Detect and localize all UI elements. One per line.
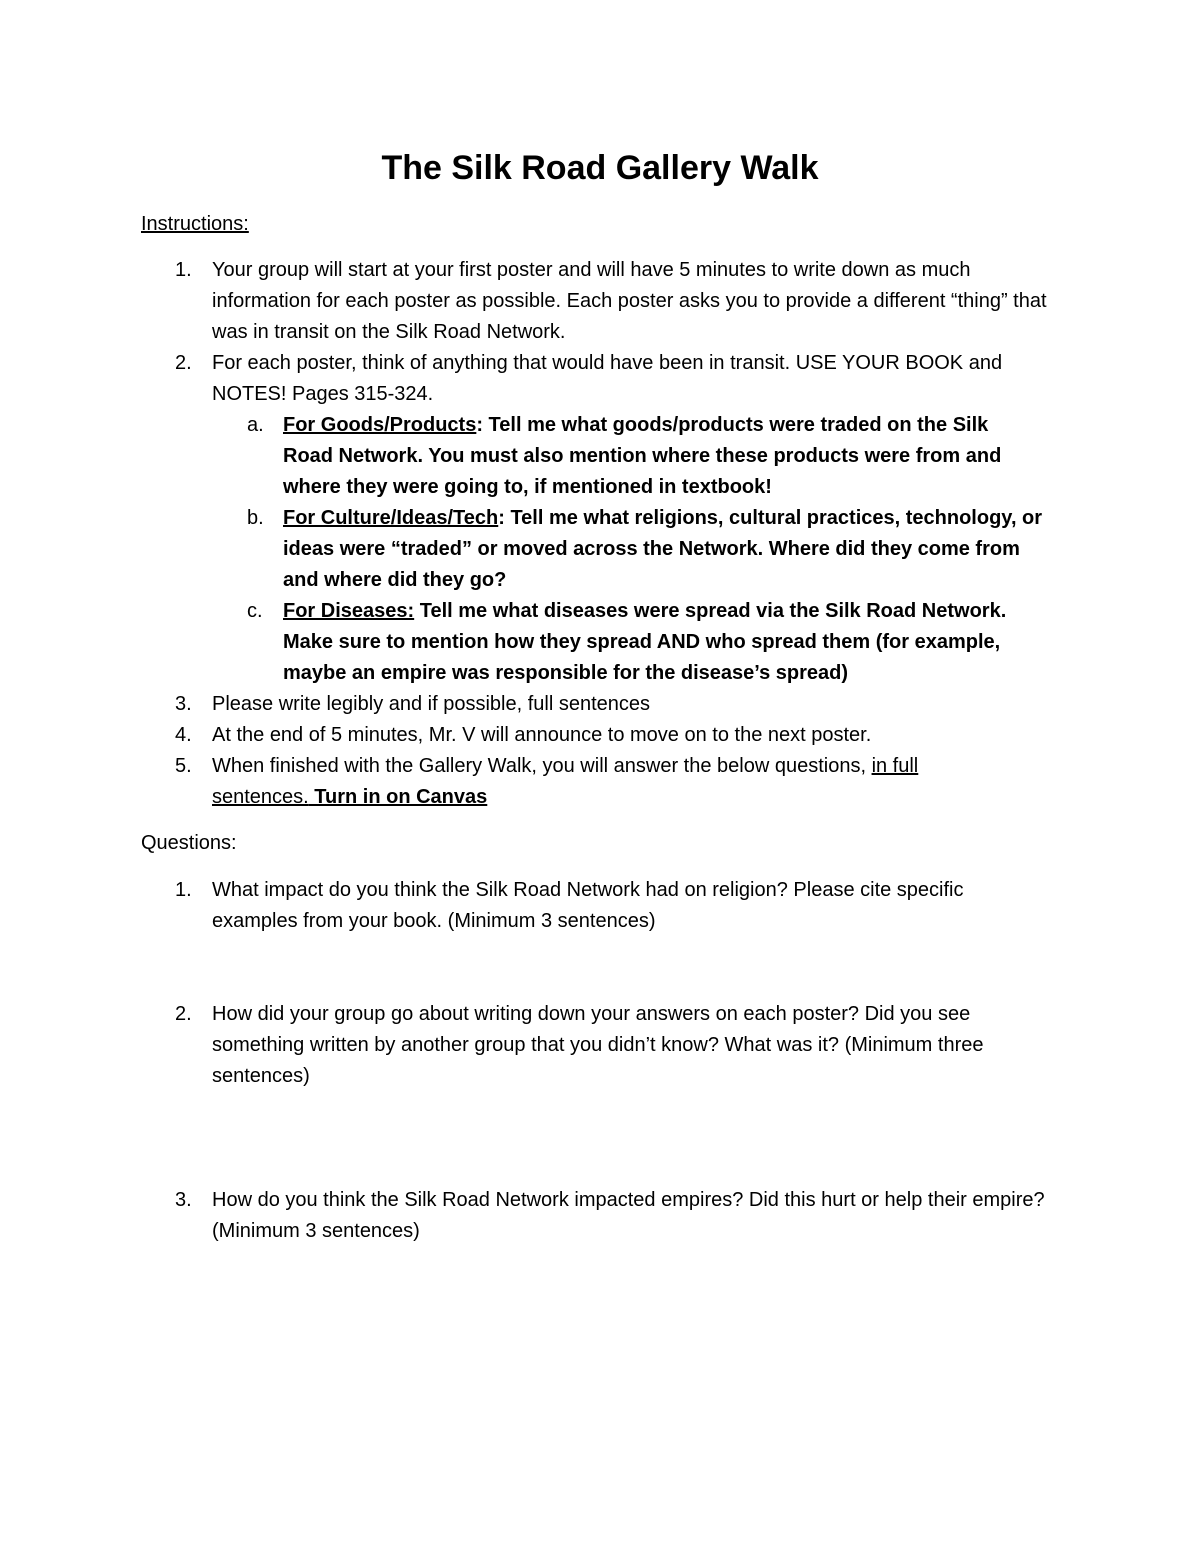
instruction-text-plain: When finished with the Gallery Walk, you will answer the below questions, bbox=[212, 755, 872, 777]
instruction-number: 5. bbox=[175, 755, 192, 777]
instruction-number: 4. bbox=[175, 724, 192, 746]
questions-label: Questions: bbox=[141, 832, 237, 854]
instruction-text: Your group will start at your first poster and will have 5 minutes to write down as much information for each poster as possible. Each poster asks you to provide a different “thing” that was in transit on the Silk Road Network. bbox=[212, 259, 1047, 343]
sub-item-text bbox=[283, 596, 1053, 689]
instruction-number: 1. bbox=[175, 259, 192, 281]
instruction-text bbox=[212, 751, 1012, 813]
instruction-number: 2. bbox=[175, 352, 192, 374]
question-number: 3. bbox=[175, 1189, 192, 1211]
instruction-number: 3. bbox=[175, 693, 192, 715]
instruction-text: Please write legibly and if possible, full sentences bbox=[212, 693, 651, 715]
sub-item-letter: a. bbox=[247, 414, 264, 436]
sub-item-text bbox=[283, 503, 1053, 596]
instruction-text-bold: Turn in on Canvas bbox=[308, 786, 488, 808]
question-text: What impact do you think the Silk Road Network had on religion? Please cite specific examples from your book. (Minimum 3 sentences) bbox=[212, 879, 964, 932]
question-text: How did your group go about writing down your answers on each poster? Did you see something written by another group that you didn’t know? What was it? (Minimum three sentences) bbox=[212, 1003, 984, 1087]
question-number: 2. bbox=[175, 1003, 192, 1025]
instruction-text: For each poster, think of anything that would have been in transit. USE YOUR BOOK and NOTES! Pages 315-324. bbox=[212, 352, 1003, 405]
sub-item-letter: b. bbox=[247, 507, 264, 529]
sub-item-body: Tell me what diseases were spread via the Silk Road Network. Make sure to mention how they spread AND who spread them (for example, maybe an empire was responsible for the disease’s spread) bbox=[283, 600, 1007, 684]
sub-item-letter: c. bbox=[247, 600, 263, 622]
sub-item-body: : Tell me what goods/products were traded on the Silk Road Network. You must also mention where these products were from and where they were going to, if mentioned in textbook! bbox=[283, 414, 1002, 498]
sub-item-label: For Culture/Ideas/Tech bbox=[283, 507, 499, 529]
instructions-label: Instructions: bbox=[141, 213, 249, 235]
instruction-text: At the end of 5 minutes, Mr. V will announce to move on to the next poster. bbox=[212, 724, 872, 746]
sub-item-label: For Diseases: bbox=[283, 600, 415, 622]
instruction-text-underlined: in full sentences. bbox=[212, 755, 919, 808]
sub-item-text bbox=[283, 410, 1043, 503]
question-number: 1. bbox=[175, 879, 192, 901]
sub-item-label: For Goods/Products bbox=[283, 414, 477, 436]
question-text: How do you think the Silk Road Network impacted empires? Did this hurt or help their empire? (Minimum 3 sentences) bbox=[212, 1189, 1045, 1242]
page-title: The Silk Road Gallery Walk bbox=[381, 149, 819, 187]
sub-item-body: : Tell me what religions, cultural practices, technology, or ideas were “traded” or moved across the Network. Where did they come from and where did they go? bbox=[283, 507, 1043, 591]
